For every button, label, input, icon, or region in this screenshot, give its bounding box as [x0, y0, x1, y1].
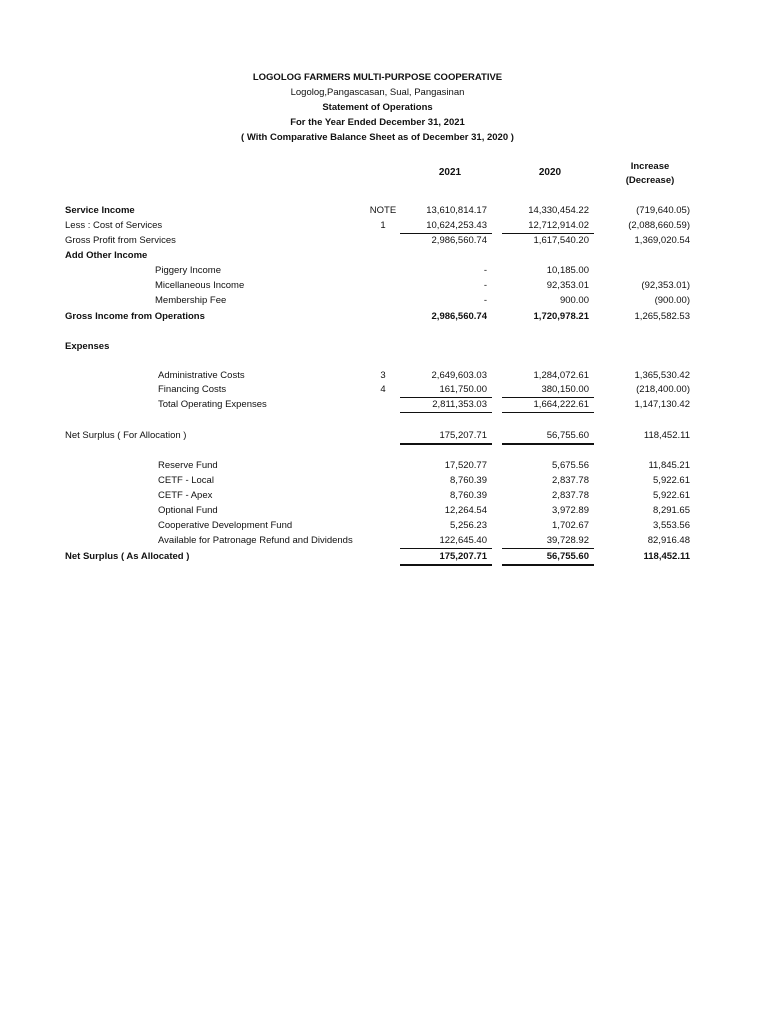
row-label: Gross Profit from Services	[65, 235, 176, 246]
value-2021: -	[483, 295, 487, 306]
value-2020: 39,728.92	[546, 535, 589, 546]
section-label: Expenses	[65, 341, 110, 352]
value-2021: 13,610,814.17	[426, 205, 487, 216]
note-ref: 3	[380, 370, 386, 381]
org-address: Logolog,Pangascasan, Sual, Pangasinan	[290, 87, 465, 98]
row-membership-fee	[0, 293, 768, 308]
value-2020: 1,284,072.61	[533, 370, 589, 381]
row-total-operating-expenses	[0, 397, 768, 412]
statement-title: Statement of Operations	[322, 102, 433, 113]
row-label: Available for Patronage Refund and Dividends	[158, 535, 353, 546]
value-increase: 8,291.65	[653, 505, 690, 516]
value-2021: 8,760.39	[450, 490, 487, 501]
value-2020: 2,837.78	[552, 490, 589, 501]
col-increase-line1: Increase	[630, 161, 670, 172]
row-cooperative-development-fund	[0, 518, 768, 533]
value-increase: 5,922.61	[653, 490, 690, 501]
value-2021: 175,207.71	[439, 551, 487, 562]
value-2020: 1,702.67	[552, 520, 589, 531]
row-label: Membership Fee	[155, 295, 227, 306]
double-underline-2020	[502, 564, 594, 566]
row-gross-profit	[0, 233, 768, 248]
value-2021: 2,986,560.74	[431, 235, 487, 246]
row-add-other-income	[0, 248, 768, 263]
value-2020: 3,972.89	[552, 505, 589, 516]
row-label: Net Surplus ( As Allocated )	[65, 551, 190, 562]
value-2020: 5,675.56	[552, 460, 589, 471]
value-2020: 14,330,454.22	[528, 205, 589, 216]
report-header	[0, 70, 755, 145]
double-underline-2021	[400, 564, 492, 566]
note-ref: 1	[380, 220, 386, 231]
row-label: CETF - Local	[158, 475, 214, 486]
row-cost-of-services	[0, 218, 768, 233]
value-increase: 1,365,530.42	[634, 370, 690, 381]
row-reserve-fund	[0, 458, 768, 473]
value-increase: (900.00)	[654, 295, 690, 306]
col-increase-header	[605, 160, 695, 188]
row-expenses-heading	[0, 339, 768, 354]
value-increase: (92,353.01)	[641, 280, 690, 291]
row-cetf-local	[0, 473, 768, 488]
row-miscellaneous-income	[0, 278, 768, 293]
underline-2020	[502, 412, 594, 413]
value-2021: 8,760.39	[450, 475, 487, 486]
value-increase: 82,916.48	[647, 535, 690, 546]
row-service-income	[0, 203, 768, 218]
value-2021: 122,645.40	[439, 535, 487, 546]
org-name: LOGOLOG FARMERS MULTI-PURPOSE COOPERATIVE	[252, 72, 503, 83]
value-2020: 56,755.60	[546, 551, 589, 562]
value-2021: -	[483, 265, 487, 276]
row-label: Total Operating Expenses	[158, 399, 267, 410]
row-label: Less : Cost of Services	[65, 220, 163, 231]
value-increase: (2,088,660.59)	[628, 220, 690, 231]
value-2020: 1,617,540.20	[533, 235, 589, 246]
value-increase: 118,452.11	[643, 551, 690, 562]
value-increase: 1,147,130.42	[634, 399, 690, 410]
note-header: NOTE	[369, 205, 397, 216]
double-underline-2020	[502, 443, 594, 445]
row-net-surplus-for-allocation	[0, 428, 768, 443]
section-label: Add Other Income	[65, 250, 148, 261]
row-financing-costs	[0, 382, 768, 397]
note-ref: 4	[380, 384, 386, 395]
value-2021: 10,624,253.43	[426, 220, 487, 231]
row-label: Piggery Income	[155, 265, 222, 276]
value-2020: 1,720,978.21	[533, 311, 589, 322]
row-label: Optional Fund	[158, 505, 218, 516]
value-increase: 11,845.21	[648, 460, 690, 471]
value-2021: 2,811,353.03	[432, 399, 487, 410]
value-increase: (719,640.05)	[636, 205, 690, 216]
value-2020: 380,150.00	[541, 384, 589, 395]
value-2020: 2,837.78	[552, 475, 589, 486]
statement-comparative: ( With Comparative Balance Sheet as of December 31, 2020 )	[241, 132, 514, 143]
double-underline-2021	[400, 443, 492, 445]
value-2021: -	[483, 280, 487, 291]
value-2020: 12,712,914.02	[528, 220, 589, 231]
value-increase: (218,400.00)	[636, 384, 690, 395]
value-2021: 2,986,560.74	[431, 311, 487, 322]
row-label: CETF - Apex	[158, 490, 213, 501]
value-2021: 175,207.71	[439, 430, 487, 441]
row-label: Micellaneous Income	[155, 280, 245, 291]
col-2020-header: 2020	[538, 167, 562, 178]
row-label: Gross Income from Operations	[65, 311, 205, 322]
row-label: Service Income	[65, 205, 135, 216]
underline-2021	[400, 412, 492, 413]
row-cetf-apex	[0, 488, 768, 503]
value-increase: 118,452.11	[643, 430, 690, 441]
value-2021: 12,264.54	[444, 505, 487, 516]
value-2021: 17,520.77	[444, 460, 487, 471]
col-2021-header: 2021	[438, 167, 462, 178]
value-increase: 3,553.56	[653, 520, 690, 531]
row-label: Reserve Fund	[158, 460, 218, 471]
row-label: Administrative Costs	[158, 370, 245, 381]
value-2021: 5,256.23	[450, 520, 487, 531]
row-patronage-refund	[0, 533, 768, 548]
row-label: Cooperative Development Fund	[158, 520, 293, 531]
value-increase: 1,369,020.54	[634, 235, 690, 246]
value-2021: 161,750.00	[439, 384, 487, 395]
row-administrative-costs	[0, 368, 768, 383]
statement-period: For the Year Ended December 31, 2021	[290, 117, 465, 128]
value-increase: 5,922.61	[653, 475, 690, 486]
value-increase: 1,265,582.53	[634, 311, 690, 322]
value-2020: 56,755.60	[546, 430, 589, 441]
row-label: Financing Costs	[158, 384, 227, 395]
row-label: Net Surplus ( For Allocation )	[65, 430, 187, 441]
value-2020: 10,185.00	[546, 265, 589, 276]
row-optional-fund	[0, 503, 768, 518]
value-2020: 1,664,222.61	[533, 399, 589, 410]
row-gross-income	[0, 309, 768, 324]
col-increase-line2: (Decrease)	[625, 175, 675, 186]
row-net-surplus-as-allocated	[0, 549, 768, 564]
row-piggery-income	[0, 263, 768, 278]
value-2021: 2,649,603.03	[431, 370, 487, 381]
value-2020: 900.00	[559, 295, 589, 306]
value-2020: 92,353.01	[546, 280, 589, 291]
